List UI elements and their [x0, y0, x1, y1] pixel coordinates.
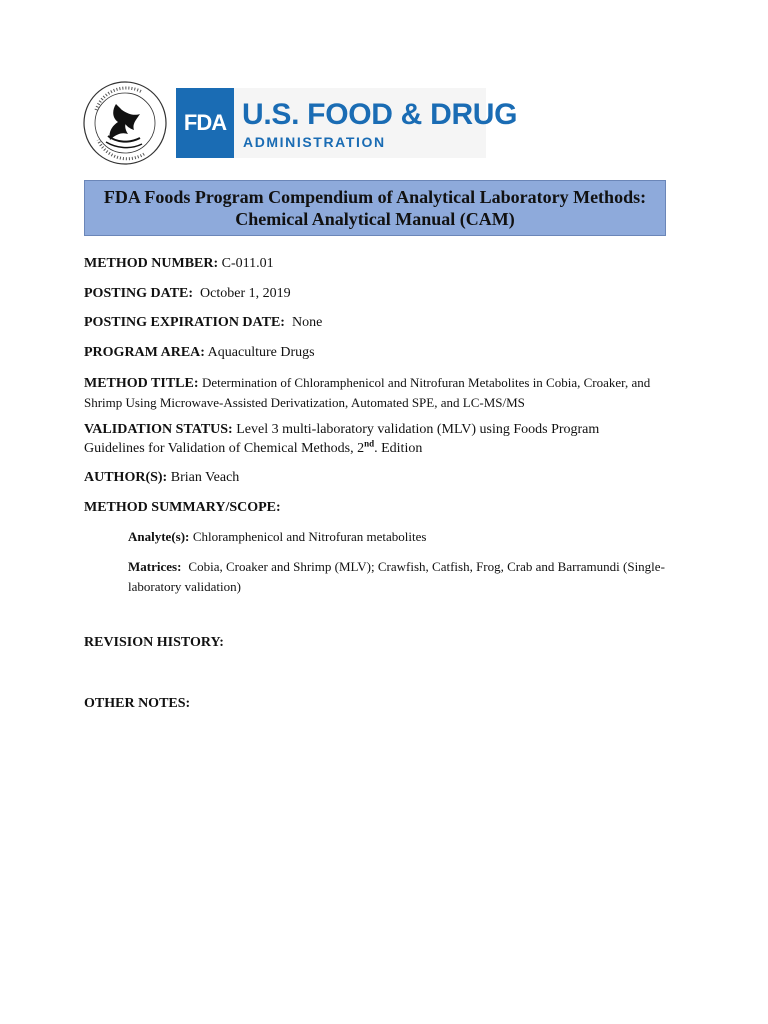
fda-logo-line1: U.S. FOOD & DRUG [242, 98, 518, 131]
fda-logo-box: FDA [176, 88, 234, 158]
analytes-row [128, 527, 688, 547]
fda-logo [176, 88, 518, 158]
authors-value: Brian Veach [170, 470, 240, 485]
validation-status-label: VALIDATION STATUS: [84, 422, 233, 437]
other-notes-label: OTHER NOTES: [84, 696, 191, 711]
validation-status-suffix: . Edition [374, 441, 423, 456]
method-number-label: METHOD NUMBER: [84, 256, 219, 271]
matrices-label: Matrices: [128, 559, 182, 574]
revision-history-row [84, 633, 684, 652]
method-title-label: METHOD TITLE: [84, 376, 199, 391]
hhs-seal-icon [82, 80, 168, 166]
authors-label: AUTHOR(S): [84, 470, 168, 485]
fda-logo-line2: ADMINISTRATION [243, 134, 386, 150]
title-line1: FDA Foods Program Compendium of Analytical Laboratory Methods: [103, 187, 647, 207]
summary-row [84, 498, 684, 517]
authors-row [84, 468, 684, 487]
method-number-value: C-011.01 [221, 256, 274, 271]
analytes-label: Analyte(s): [128, 529, 190, 544]
matrices-row [128, 557, 688, 597]
posting-date-row [84, 284, 684, 303]
analytes-value: Chloramphenicol and Nitrofuran metabolites [192, 529, 427, 544]
posting-date-label: POSTING DATE: [84, 286, 194, 301]
other-notes-row [84, 694, 684, 713]
posting-date-value: October 1, 2019 [200, 286, 291, 301]
revision-history-label: REVISION HISTORY: [84, 635, 224, 650]
validation-status-sup: nd [364, 438, 375, 449]
header-logos [82, 80, 518, 166]
method-number-row [84, 254, 684, 273]
program-area-label: PROGRAM AREA: [84, 345, 205, 360]
summary-label: METHOD SUMMARY/SCOPE: [84, 500, 281, 515]
validation-status-row [84, 420, 654, 458]
validation-status-value: Level 3 multi-laboratory validation (MLV) using Foods Program Guidelines for Validation of Chemical Methods, 2 [84, 422, 600, 456]
method-title-value: Determination of Chloramphenicol and Nitrofuran Metabolites in Cobia, Croaker, and Shrimp Using Microwave-Assisted Derivatization, Automated SPE, and LC-MS/MS [84, 375, 651, 410]
program-area-row [84, 343, 684, 362]
expiration-date-row [84, 313, 684, 332]
program-area-value: Aquaculture Drugs [207, 345, 315, 360]
title-banner [84, 180, 666, 236]
matrices-value: Cobia, Croaker and Shrimp (MLV); Crawfish, Catfish, Frog, Crab and Barramundi (Single-laboratory validation) [128, 559, 665, 594]
title-line2: Chemical Analytical Manual (CAM) [235, 209, 515, 229]
method-title-row [84, 373, 674, 413]
expiration-date-label: POSTING EXPIRATION DATE: [84, 315, 285, 330]
expiration-date-value: None [291, 315, 323, 330]
